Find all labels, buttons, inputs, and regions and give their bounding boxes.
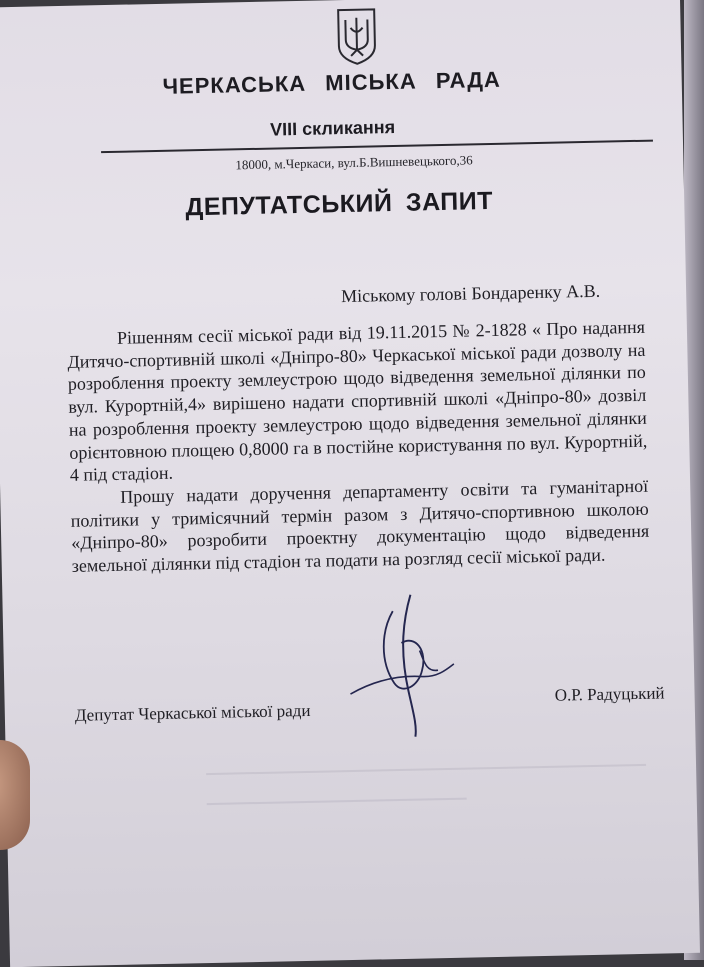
handwritten-signature-icon [340,590,463,742]
bleed-through-line [206,764,646,775]
council-address: 18000, м.Черкаси, вул.Б.Вишневецького,36 [235,152,473,173]
convocation: VIII скликання [269,116,396,140]
signer-role: Депутат Черкаської міської ради [74,700,311,725]
bleed-through-line [207,798,467,805]
paragraph-request: Прошу надати доручення департаменту освіти та гуманітарної політики у тримісячний термін разом з Дитячо-спортивною школою «Дніпро-80» розробити проектну документацію щодо відведення земельної ділянки під стадіон та подати на розгляд сесії міської ради. [70,475,650,576]
finger-holding-sheet [0,740,30,850]
signer-name: О.Р. Радуцький [554,683,665,705]
paragraph-decision: Рішенням сесії міської ради від 19.11.2015 № 2-1828 « Про надання Дитячо-спортивній школі «Дніпро-80» Черкаської міської ради дозволу на розроблення проекту землеустрою щодо відведення земельної ділянки по вул. Курортній,4» вирішено надати спортивній школі «Дніпро-80» дозвіл на розроблення проекту землеустрою щодо відведення земельної ділянки орієнтовною площею 0,8000 га в постійне користування по вул. Курортній, 4 під стадіон. [67,316,648,486]
trident-emblem-icon [334,5,379,68]
request-body [67,316,650,578]
document-title: ДЕПУТАТСЬКИЙ ЗАПИТ [185,186,494,222]
council-name: ЧЕРКАСЬКА МІСЬКА РАДА [162,66,502,99]
addressee: Міському голові Бондаренку А.В. [340,280,601,307]
